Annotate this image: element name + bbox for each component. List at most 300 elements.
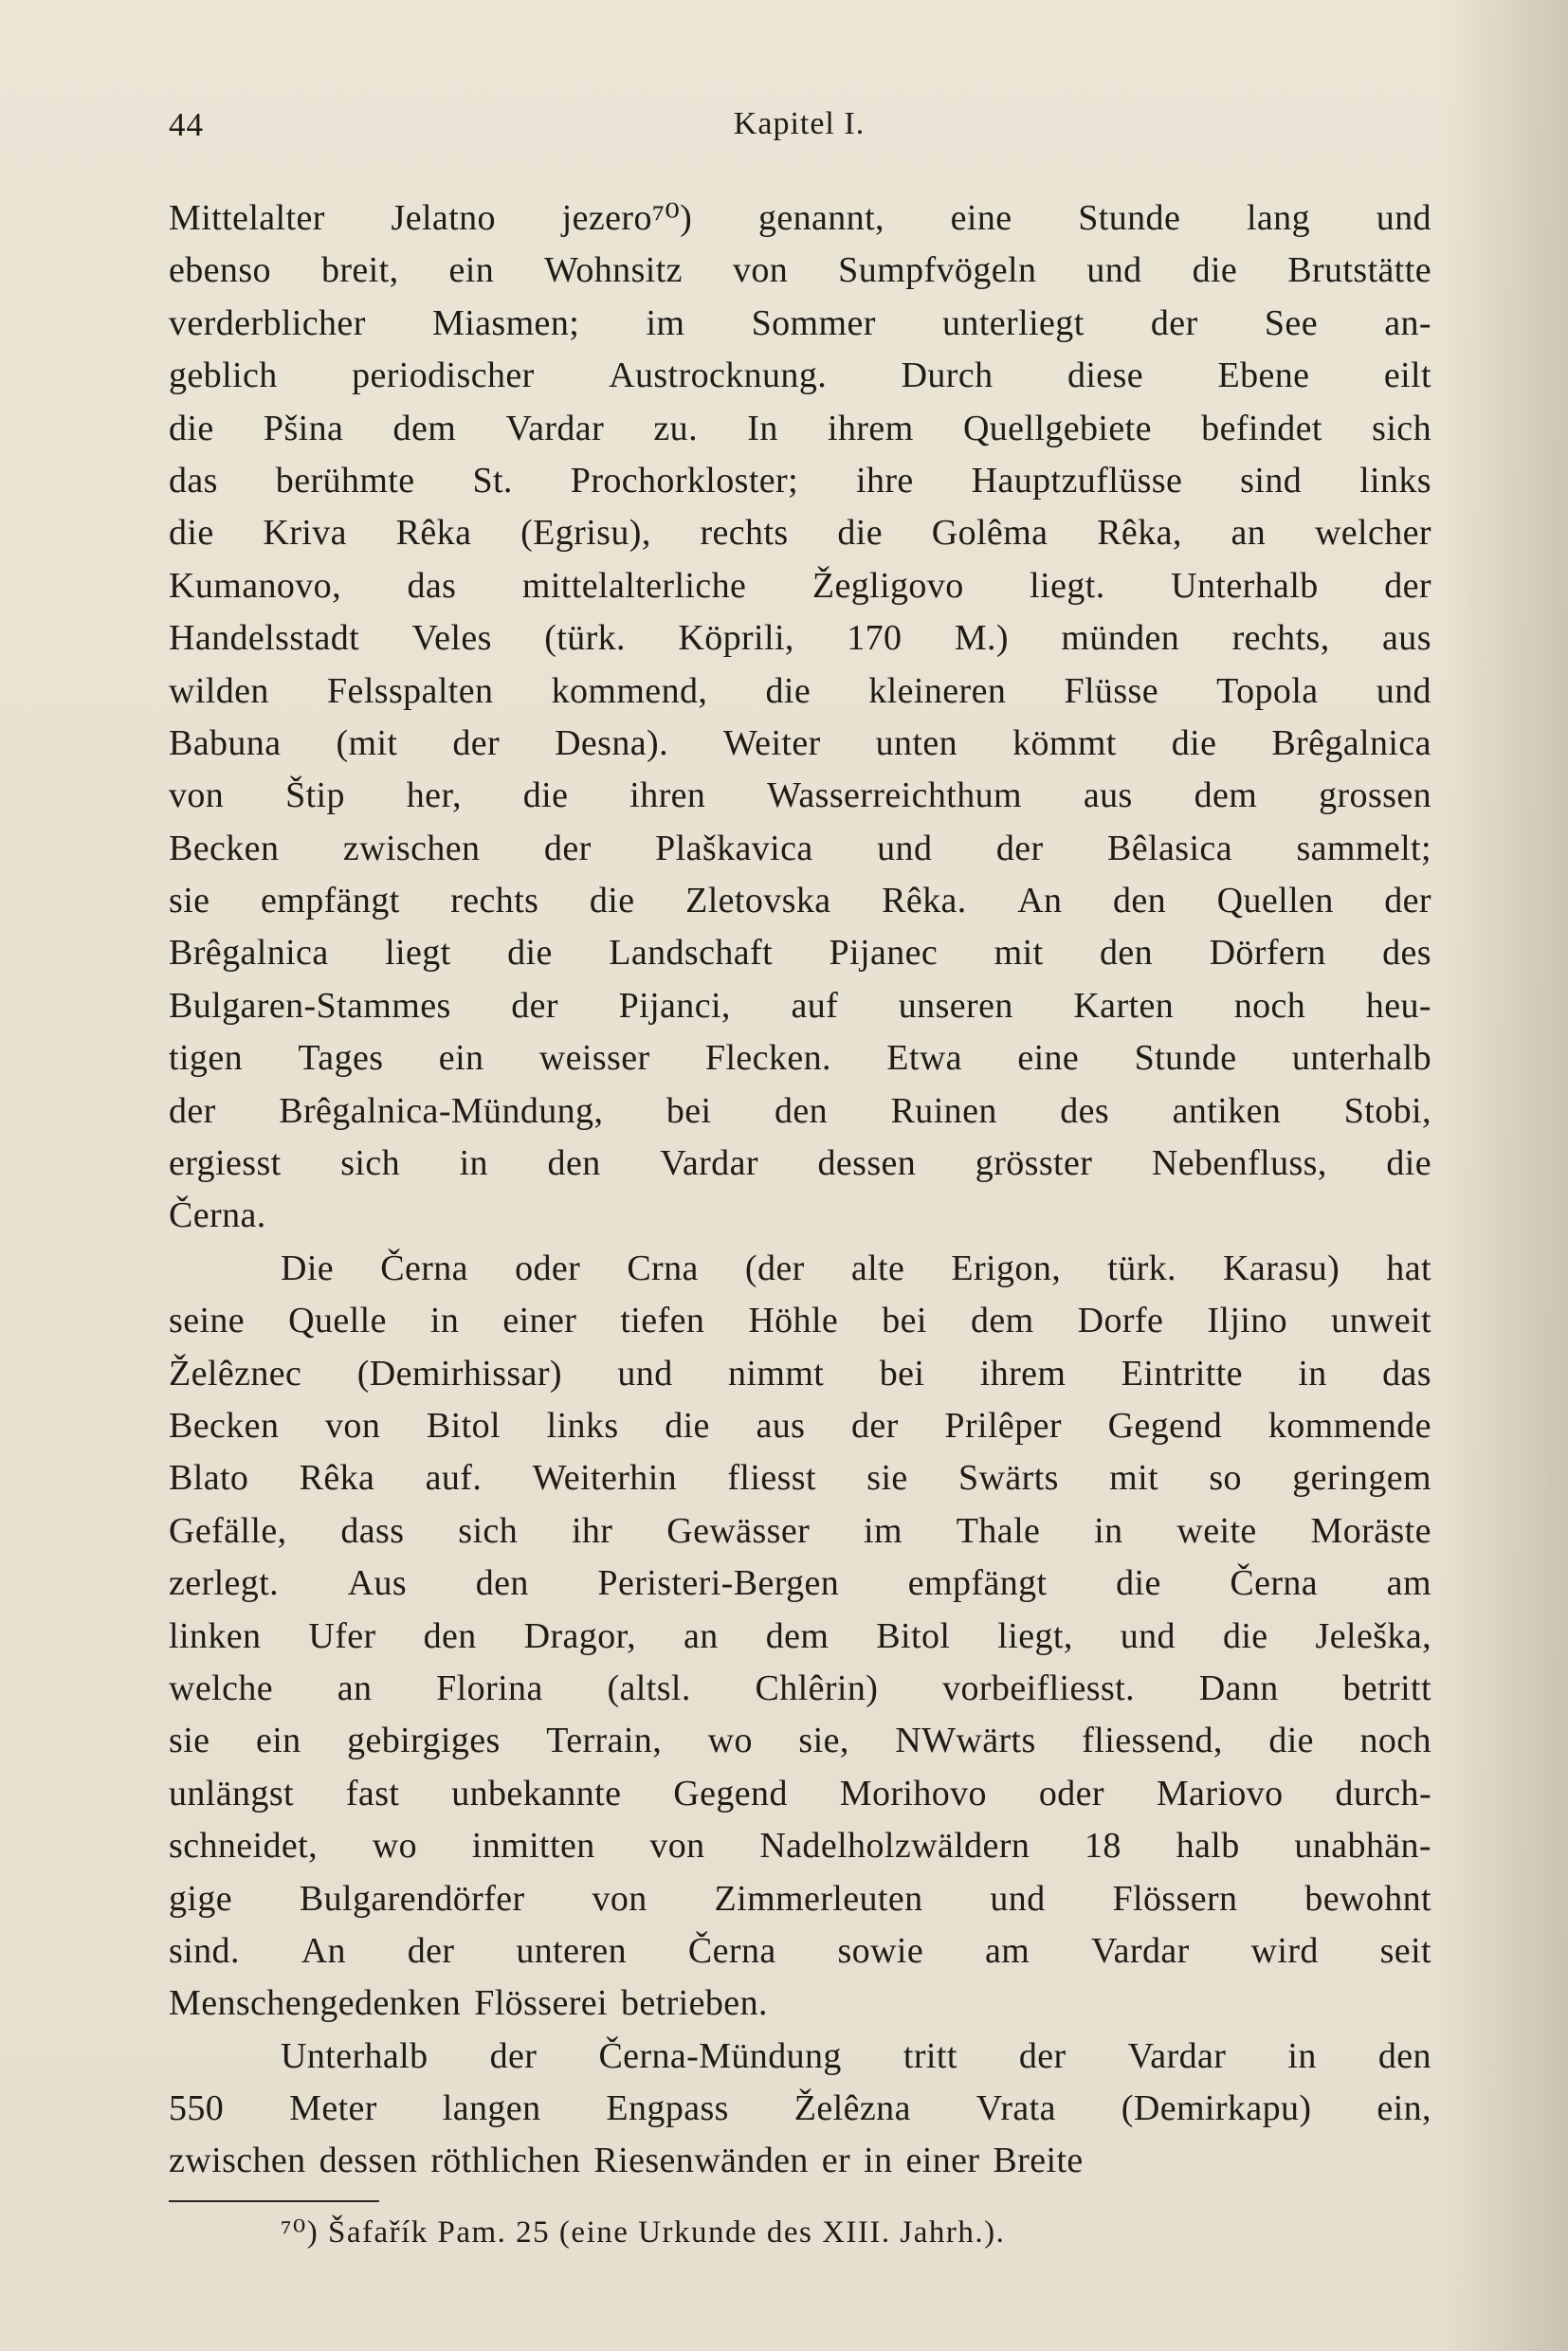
word: ihre [856,460,914,501]
text-line [169,455,1431,507]
word: an- [1384,302,1431,343]
word: Sommer [751,302,876,343]
word: die [1222,1615,1268,1656]
word: Miasmen; [432,302,580,343]
word: Menschengedenken [169,1983,462,2024]
word: Stobi, [1343,1090,1431,1131]
word: Etwa [886,1038,962,1079]
word: Pijanec [829,933,939,974]
word: M.) [954,618,1009,659]
footnote: ⁷⁰) Šafařík Pam. 25 (eine Urkunde des XIII. Jahrh.). [281,2215,1006,2250]
word: Vardar [1127,2035,1227,2076]
word: seine [169,1301,246,1341]
word: Ruinen [890,1090,997,1131]
word: sie [866,1458,908,1499]
word: Golêma [931,513,1048,554]
word: unbekannte [451,1773,622,1813]
text-line [169,1348,1431,1400]
word: münden [1061,618,1180,659]
text-line [169,1032,1431,1084]
word: von [592,1878,647,1919]
word: lang [1246,198,1310,238]
word: unterhalb [1291,1038,1431,1079]
word: betritt [1342,1668,1431,1708]
word: den [1100,933,1154,974]
word: ebenso [169,250,271,291]
word: zerlegt. [169,1563,280,1604]
word: Chlêrin) [755,1668,879,1708]
word: und [1086,250,1142,291]
word: den [423,1615,477,1656]
word: Stunde [1134,1038,1237,1079]
word: halb [1176,1826,1240,1867]
text-line [169,980,1431,1032]
word: zu. [653,408,698,448]
word: Blato [169,1458,249,1499]
word: Vardar [660,1143,758,1184]
word: im [864,1510,903,1551]
text-line [169,1138,1431,1190]
word: in [459,1143,488,1184]
word: zwischen [169,2141,306,2181]
word: (türk. [544,618,626,659]
word: die [1192,250,1238,291]
word: empfängt [907,1563,1048,1604]
word: nimmt [728,1353,825,1394]
word: an [1231,513,1267,554]
word: von [732,250,789,291]
text-line [169,2031,1431,2083]
text-line [169,350,1431,402]
word: St. [472,460,513,501]
word: Quellen [1216,881,1334,921]
word: liegt. [1030,565,1105,606]
word: Austrocknung. [609,355,828,396]
word: gebirgiges [347,1721,501,1761]
text-line [169,612,1431,665]
word: Wohnsitz [544,250,683,291]
word: Flössern [1112,1878,1238,1919]
word: liegt, [997,1615,1073,1656]
word: (Demirkapu) [1121,2088,1312,2129]
word: die [507,933,553,974]
word: Pijanci, [618,985,731,1026]
page-number: 44 [169,106,204,143]
text-line [169,1243,1431,1295]
word: Engpass [606,2088,729,2129]
word: ihren [629,775,706,816]
text-line [169,1611,1431,1663]
text-line [169,403,1431,455]
word: Becken [169,828,280,868]
word: und [990,1878,1046,1919]
word: Prochorkloster; [570,460,799,501]
word: die [522,775,569,816]
text-line [169,770,1431,822]
word: Becken [169,1405,280,1446]
word: grösster [975,1143,1093,1184]
word: den [1377,2035,1431,2076]
word: die [1116,1563,1161,1604]
word: so [1209,1458,1242,1499]
word: Karasu) [1223,1248,1340,1288]
word: im [646,302,685,343]
word: Jeleška, [1315,1615,1431,1656]
word: aus [1382,618,1431,659]
word: am [984,1930,1030,1971]
word: Felsspalten [327,670,494,711]
word: gige [169,1878,233,1919]
word: Bitol [426,1405,501,1446]
text-line [169,1295,1431,1347]
word: dass [340,1510,405,1551]
word: Iljino [1207,1301,1288,1341]
word: dem [765,1615,830,1656]
word: Hauptzuflüsse [971,460,1183,501]
word: alte [850,1248,905,1288]
word: an [337,1668,373,1708]
word: heu- [1365,985,1431,1026]
word: wo [372,1826,418,1867]
word: in [1298,1353,1327,1394]
word: Dorfe [1077,1301,1164,1341]
word: eine [950,198,1012,238]
word: Bulgarendörfer [299,1878,525,1919]
word: Černa [1230,1563,1319,1604]
word: Köprili, [678,618,794,659]
word: am [1386,1563,1431,1604]
word: von [649,1826,705,1867]
word: Terrain, [546,1721,663,1761]
word: wilden [169,670,269,711]
word: hat [1386,1248,1431,1288]
word: Florina [436,1668,543,1708]
text-line [169,927,1431,979]
word: türk. [1107,1248,1176,1288]
word: Rêka [395,513,472,554]
word: Flüsse [1064,670,1158,711]
text-line [169,823,1431,875]
word: Desna). [555,722,668,763]
text-line [169,718,1431,770]
word: Prilêper [944,1405,1062,1446]
word: Černa [687,1930,776,1971]
word: kleineren [868,670,1007,711]
word: auf [791,985,839,1026]
word: ihr [571,1510,613,1551]
word: befindet [1201,408,1322,448]
word: Wasserreichthum [767,775,1023,816]
word: Riesenwänden [593,2141,809,2181]
word: einer [502,1301,577,1341]
word: aus [1083,775,1133,816]
word: antiken [1172,1090,1282,1131]
word: (altsl. [607,1668,691,1708]
word: von [325,1405,381,1446]
text-line [169,1558,1431,1610]
word: Weiter [722,722,821,763]
text-line [169,1873,1431,1925]
word: der [1018,2035,1067,2076]
word: und [877,828,933,868]
word: den [1113,881,1167,921]
word: Brutstätte [1287,250,1431,291]
word: Meter [289,2088,377,2129]
word: Babuna [169,722,282,763]
word: sind [1240,460,1303,501]
word: In [747,408,778,448]
word: Tages [298,1038,384,1079]
word: Rêka [299,1458,375,1499]
word: Erigon, [951,1248,1062,1288]
word: Nadelholzwäldern [759,1826,1030,1867]
word: ergiesst [169,1143,282,1184]
word: der [851,1405,899,1446]
word: sich [1372,408,1431,448]
text-line [169,1768,1431,1820]
word: Jelatno [391,198,496,238]
word: Eintritte [1121,1353,1243,1394]
page-header [169,106,1430,154]
word: dem [1194,775,1258,816]
word: ein [438,1038,484,1079]
word: in [1287,2035,1317,2076]
word: unten [875,722,958,763]
word: geringem [1292,1458,1431,1499]
word: die [1268,1721,1314,1761]
word: ein [255,1721,301,1761]
word: Vardar [1091,1930,1190,1971]
word: ihrem [828,408,914,448]
word: die [665,1405,710,1446]
word: Bitol [876,1615,951,1656]
word: tritt [903,2035,957,2076]
word: Bulgaren-Stammes [169,985,451,1026]
word: noch [1359,1721,1431,1761]
word: Handelsstadt [169,618,360,659]
word: welche [169,1668,273,1708]
text-line [169,1400,1431,1452]
word: der [489,2035,538,2076]
word: See [1264,302,1318,343]
word: Flecken. [704,1038,831,1079]
word: Brêgalnica-Mündung, [279,1090,604,1131]
word: Unterhalb [281,2035,428,2076]
word: weite [1176,1510,1257,1551]
word: liegt [385,933,451,974]
word: Želêznec [169,1353,302,1394]
word: Weiterhin [532,1458,678,1499]
word: der [511,985,558,1026]
word: Gegend [673,1773,788,1813]
word: berühmte [275,460,415,501]
word: die [1171,722,1217,763]
word: dem [392,408,457,448]
word: kommend, [551,670,708,711]
word: und [617,1353,673,1394]
word: geblich [169,355,278,396]
paragraph [169,192,1431,1243]
word: des [1382,933,1431,974]
word: unabhän- [1294,1826,1431,1867]
text-line [169,1715,1431,1767]
word: grossen [1319,775,1431,816]
word: links [1359,460,1431,501]
word: dessen [319,2141,418,2181]
paragraph [169,2031,1431,2188]
word: Zimmerleuten [714,1878,923,1919]
text-line [169,875,1431,927]
word: von [169,775,225,816]
word: Moräste [1310,1510,1431,1551]
word: Höhle [748,1301,839,1341]
word: Mariovo [1156,1773,1284,1813]
word: jezero⁷⁰) [561,198,693,238]
word: Quellgebiete [962,408,1152,448]
word: einer [905,2141,980,2181]
word: fast [345,1773,400,1813]
word: schneidet, [169,1826,319,1867]
word: seit [1379,1930,1431,1971]
word: an [684,1615,719,1656]
word: in [429,1301,460,1341]
word: diese [1067,355,1144,396]
word: Zletovska [685,881,831,921]
word: Morihovo [839,1773,987,1813]
word: aus [756,1405,806,1446]
paragraph [169,1243,1431,2031]
word: kömmt [1012,722,1117,763]
word: Štip [285,775,345,816]
word: fliesst [727,1458,816,1499]
word: oder [1038,1773,1104,1813]
word: zwischen [342,828,481,868]
text-line [169,245,1431,297]
word: sich [340,1143,400,1184]
word: sind. [169,1930,240,1971]
word: Nebenfluss, [1151,1143,1327,1184]
word: Brêgalnica [169,933,329,974]
word: wird [1250,1930,1319,1971]
word: in [864,2141,893,2181]
word: An [1017,881,1063,921]
word: die [169,513,214,554]
word: genannt, [757,198,884,238]
word: der [407,1930,455,1971]
word: unlängst [169,1773,294,1813]
word: weisser [538,1038,650,1079]
word: der [1384,565,1431,606]
word: rechts, [1231,618,1330,659]
word: in [1094,1510,1123,1551]
word: Rêka, [1097,513,1182,554]
text-line [169,1925,1431,1977]
word: Swärts [958,1458,1059,1499]
word: rechts [700,513,789,554]
word: Kumanovo, [169,565,341,606]
word: und [1120,1615,1176,1656]
word: bei [665,1090,712,1131]
word: vorbeifliesst. [942,1668,1136,1708]
word: Kriva [263,513,347,554]
word: Unterhalb [1171,565,1319,606]
word: inmitten [471,1826,595,1867]
word: Breite [993,2141,1084,2181]
text-line [169,2135,1431,2187]
word: Crna [627,1248,699,1288]
word: noch [1233,985,1306,1026]
word: Ufer [308,1615,376,1656]
word: Gegend [1107,1405,1223,1446]
word: verderblicher [169,302,366,343]
word: Mittelalter [169,198,325,238]
word: langen [442,2088,541,2129]
word: bewohnt [1304,1878,1431,1919]
word: der [1384,881,1431,921]
word: Stunde [1078,198,1181,238]
word: den [475,1563,529,1604]
word: sammelt; [1296,828,1431,868]
word: empfängt [260,881,400,921]
word: mit [994,933,1044,974]
word: Černa-Mündung [598,2035,842,2076]
text-line [169,1190,1431,1242]
word: oder [515,1248,581,1288]
word: Thale [956,1510,1041,1551]
word: Flösserei [474,1983,608,2024]
word: das [169,460,218,501]
word: NWwärts [895,1721,1036,1761]
word: Quelle [288,1301,387,1341]
word: Černa. [169,1195,266,1236]
word: 550 [169,2088,225,2129]
word: bei [879,1353,925,1394]
word: die [837,513,883,554]
word: unweit [1331,1301,1431,1341]
word: Sumpfvögeln [838,250,1037,291]
word: dem [970,1301,1034,1341]
word: röthlichen [430,2141,581,2181]
word: der [452,722,501,763]
word: auf. [425,1458,483,1499]
word: (Demirhissar) [356,1353,562,1394]
word: linken [169,1615,262,1656]
word: An [301,1930,346,1971]
text-line [169,1505,1431,1558]
word: (mit [336,722,398,763]
word: Brêgalnica [1271,722,1431,763]
word: Karten [1073,985,1175,1026]
word: tiefen [620,1301,705,1341]
word: Rêka. [882,881,967,921]
word: eilt [1383,355,1431,396]
word: (Egrisu), [520,513,651,554]
word: her, [406,775,462,816]
word: 18 [1085,1826,1121,1867]
word: sowie [837,1930,924,1971]
word: dessen [817,1143,917,1184]
word: ein, [1377,2088,1431,2129]
word: Plaškavica [655,828,813,868]
text-line [169,560,1431,612]
word: die [169,408,214,448]
word: Gewässer [666,1510,811,1551]
word: rechts [450,881,539,921]
word: Veles [411,618,492,659]
word: sich [458,1510,519,1551]
word: der [543,828,592,868]
word: (der [744,1248,805,1288]
